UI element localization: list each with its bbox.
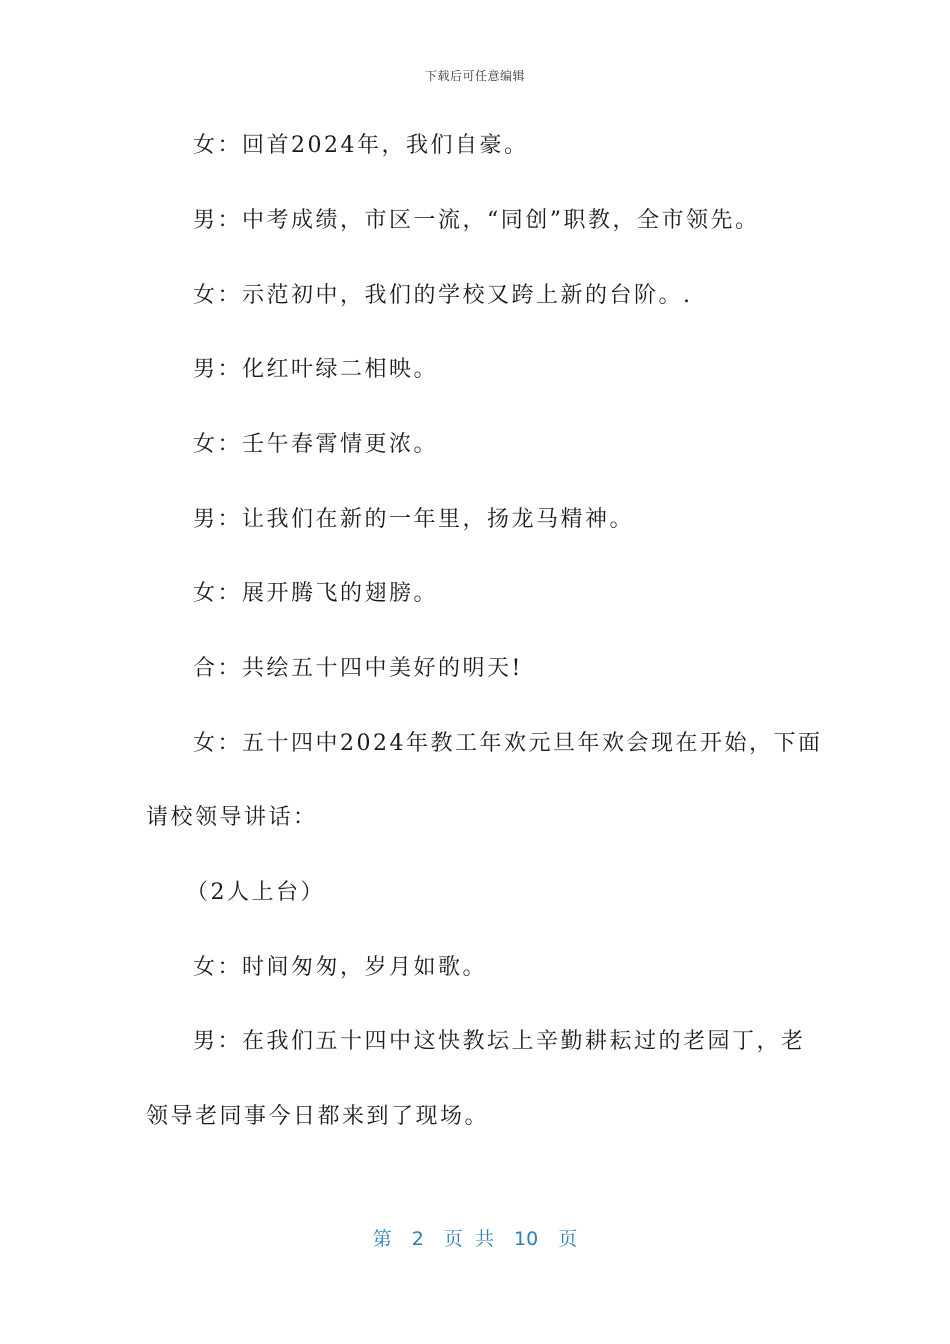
- script-line: 男：在我们五十四中这快教坛上辛勤耕耘过的老园丁，老: [193, 1029, 806, 1054]
- footer-page-prefix: 第: [372, 1228, 392, 1250]
- footer-page-current: 2: [411, 1228, 424, 1250]
- footer-page-suffix: 页: [558, 1228, 578, 1250]
- script-line: 合：共绘五十四中美好的明天!: [193, 656, 523, 681]
- script-line: 请校领导讲话：: [146, 805, 318, 830]
- script-line: 领导老同事今日都来到了现场。: [146, 1104, 490, 1129]
- script-line: 女：展开腾飞的翅膀。: [193, 581, 439, 606]
- page-footer: [0, 1224, 950, 1251]
- stage-direction: （2人上台）: [186, 880, 325, 905]
- script-line: 男：中考成绩，市区一流，“同创”职教，全市领先。: [193, 208, 760, 233]
- footer-page-middle: 页 共: [443, 1228, 494, 1250]
- script-line: 女：时间匆匆，岁月如歌。: [193, 955, 488, 980]
- script-line: 女：壬午春霄情更浓。: [193, 432, 439, 457]
- footer-page-total: 10: [514, 1228, 539, 1250]
- header-note: 下载后可任意编辑: [424, 69, 525, 83]
- script-line: 女：五十四中2024年教工年欢元旦年欢会现在开始，下面: [193, 731, 823, 756]
- script-line: 女：回首2024年，我们自豪。: [193, 133, 529, 158]
- script-line: 男：让我们在新的一年里，扬龙马精神。: [193, 507, 635, 532]
- script-line: 女：示范初中，我们的学校又跨上新的台阶。.: [193, 283, 693, 308]
- script-line: 男：化红叶绿二相映。: [193, 357, 439, 382]
